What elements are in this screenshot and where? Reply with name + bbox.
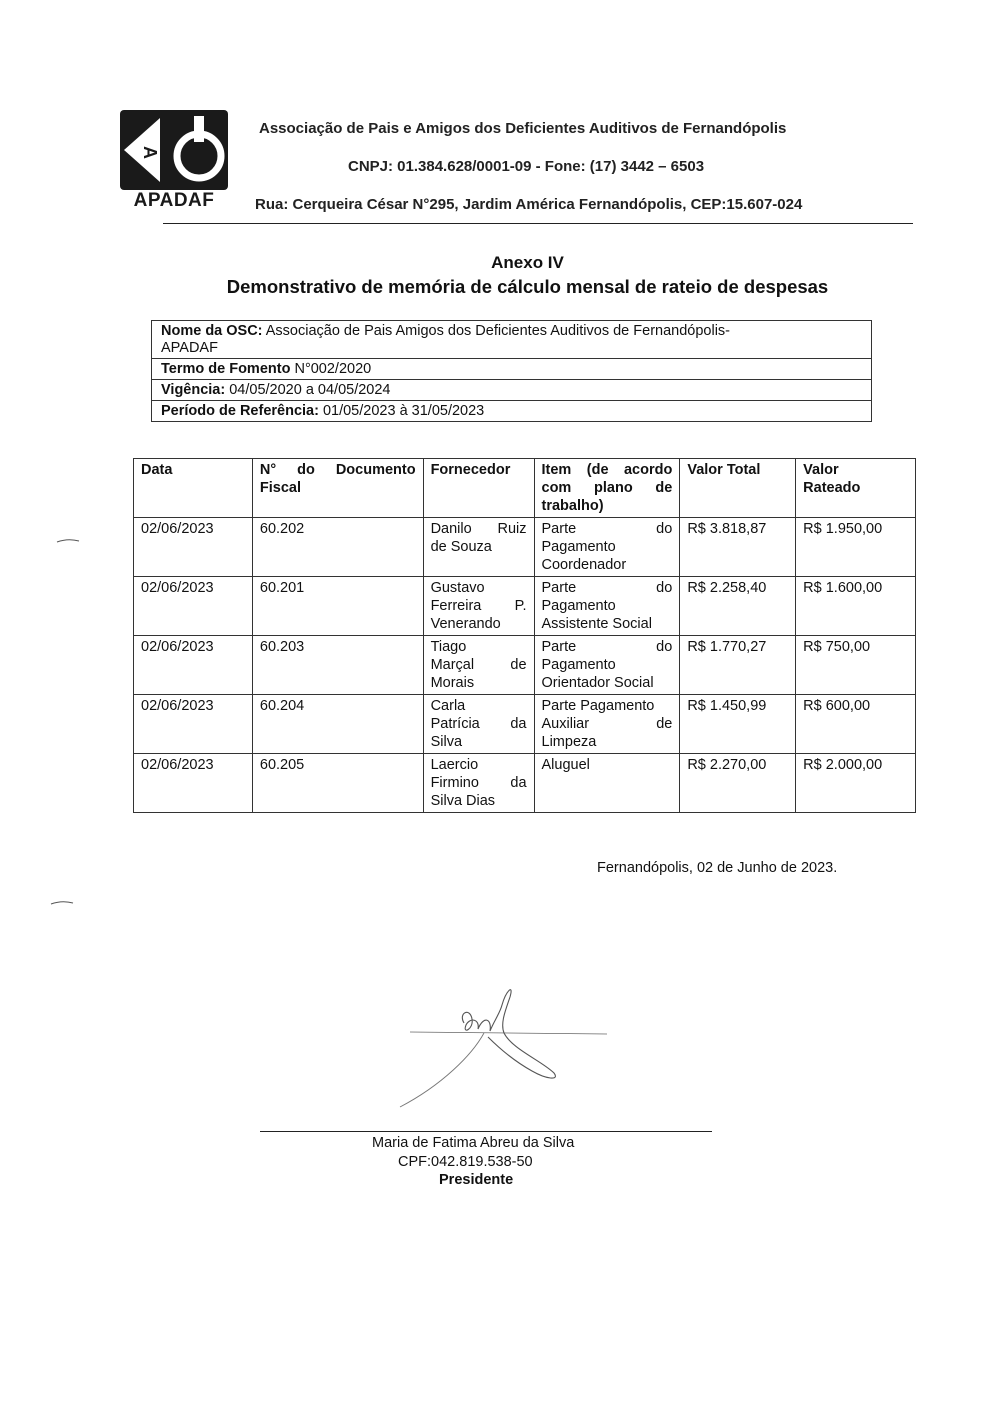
- signature-line: [260, 1131, 712, 1132]
- cell-data: 02/06/2023: [134, 636, 253, 695]
- cell-item: Parte Pagamento Auxiliar de Limpeza: [534, 695, 680, 754]
- table-row: [134, 518, 916, 577]
- table-row: [134, 695, 916, 754]
- table-header-row: [134, 459, 916, 518]
- cell-data: 02/06/2023: [134, 695, 253, 754]
- cell-valor-total: R$ 1.450,99: [680, 695, 796, 754]
- termo-value: N°002/2020: [290, 361, 372, 377]
- cell-item: Aluguel: [534, 754, 680, 813]
- cell-valor-rateado: R$ 1.950,00: [796, 518, 916, 577]
- cell-valor-rateado: R$ 750,00: [796, 636, 916, 695]
- info-row-vigencia: [152, 379, 871, 400]
- cell-item: Parte do Pagamento Coordenador: [534, 518, 680, 577]
- table-row: [134, 577, 916, 636]
- signer-role: Presidente: [439, 1172, 514, 1188]
- vigencia-value: 04/05/2020 a 04/05/2024: [225, 382, 391, 398]
- cell-valor-rateado: R$ 2.000,00: [796, 754, 916, 813]
- cell-documento: 60.204: [252, 695, 423, 754]
- info-row-termo: [152, 358, 871, 379]
- cell-data: 02/06/2023: [134, 577, 253, 636]
- logo-emblem: [120, 110, 228, 190]
- cell-documento: 60.203: [252, 636, 423, 695]
- cell-item: Parte do Pagamento Orientador Social: [534, 636, 680, 695]
- osc-value: Associação de Pais Amigos dos Deficientes Auditivos de Fernandópolis-: [262, 323, 730, 339]
- col-header-documento: N° do Documento Fiscal: [252, 459, 423, 518]
- signer-name: Maria de Fatima Abreu da Silva: [372, 1135, 575, 1151]
- cell-fornecedor: Laercio Firmino da Silva Dias: [423, 754, 534, 813]
- expense-table: [133, 458, 916, 813]
- cell-valor-rateado: R$ 600,00: [796, 695, 916, 754]
- cell-fornecedor: Tiago Marçal de Morais: [423, 636, 534, 695]
- place-date: Fernandópolis, 02 de Junho de 2023.: [597, 860, 838, 876]
- periodo-label: Período de Referência:: [161, 403, 319, 419]
- org-name: Associação de Pais e Amigos dos Deficientes Auditivos de Fernandópolis: [259, 120, 787, 137]
- termo-label: Termo de Fomento: [161, 361, 291, 377]
- osc-value-cont: APADAF: [161, 340, 218, 356]
- cell-fornecedor: Danilo Ruiz de Souza: [423, 518, 534, 577]
- periodo-value: 01/05/2023 à 31/05/2023: [318, 403, 485, 419]
- col-header-valor-total: Valor Total: [680, 459, 796, 518]
- cell-valor-total: R$ 1.770,27: [680, 636, 796, 695]
- cell-fornecedor: Carla Patrícia da Silva: [423, 695, 534, 754]
- cell-valor-total: R$ 2.270,00: [680, 754, 796, 813]
- annex-title: Anexo IV: [491, 253, 564, 272]
- col-header-fornecedor: Fornecedor: [423, 459, 534, 518]
- cell-documento: 60.202: [252, 518, 423, 577]
- info-row-periodo: [152, 400, 871, 421]
- cell-valor-rateado: R$ 1.600,00: [796, 577, 916, 636]
- vigencia-label: Vigência:: [161, 382, 226, 398]
- logo-wordmark: APADAF: [133, 190, 215, 211]
- osc-label: Nome da OSC:: [161, 323, 263, 339]
- cell-valor-total: R$ 2.258,40: [680, 577, 796, 636]
- scan-mark: [50, 900, 74, 906]
- cell-valor-total: R$ 3.818,87: [680, 518, 796, 577]
- col-header-item: Item (de acordo com plano de trabalho): [534, 459, 680, 518]
- cnpj-phone-line: CNPJ: 01.384.628/0001-09 - Fone: (17) 3442 – 6503: [348, 158, 705, 175]
- cell-item: Parte do Pagamento Assistente Social: [534, 577, 680, 636]
- cell-documento: 60.201: [252, 577, 423, 636]
- address-line: Rua: Cerqueira César N°295, Jardim América Fernandópolis, CEP:15.607-024: [255, 196, 803, 213]
- info-box: [151, 320, 872, 422]
- cell-data: 02/06/2023: [134, 754, 253, 813]
- col-header-valor-rateado: Valor Rateado: [796, 459, 916, 518]
- svg-text:A: A: [140, 146, 160, 159]
- cell-documento: 60.205: [252, 754, 423, 813]
- table-row: [134, 754, 916, 813]
- cell-data: 02/06/2023: [134, 518, 253, 577]
- document-title: Demonstrativo de memória de cálculo mensal de rateio de despesas: [226, 276, 829, 297]
- apadaf-logo: [118, 110, 230, 212]
- info-row-osc: [152, 321, 871, 358]
- table-row: [134, 636, 916, 695]
- header-divider: [163, 223, 913, 224]
- handwritten-signature: [392, 975, 622, 1115]
- signer-cpf: CPF:042.819.538-50: [398, 1154, 533, 1170]
- col-header-data: Data: [134, 459, 253, 518]
- scan-mark: [56, 538, 80, 544]
- cell-fornecedor: Gustavo Ferreira P. Venerando: [423, 577, 534, 636]
